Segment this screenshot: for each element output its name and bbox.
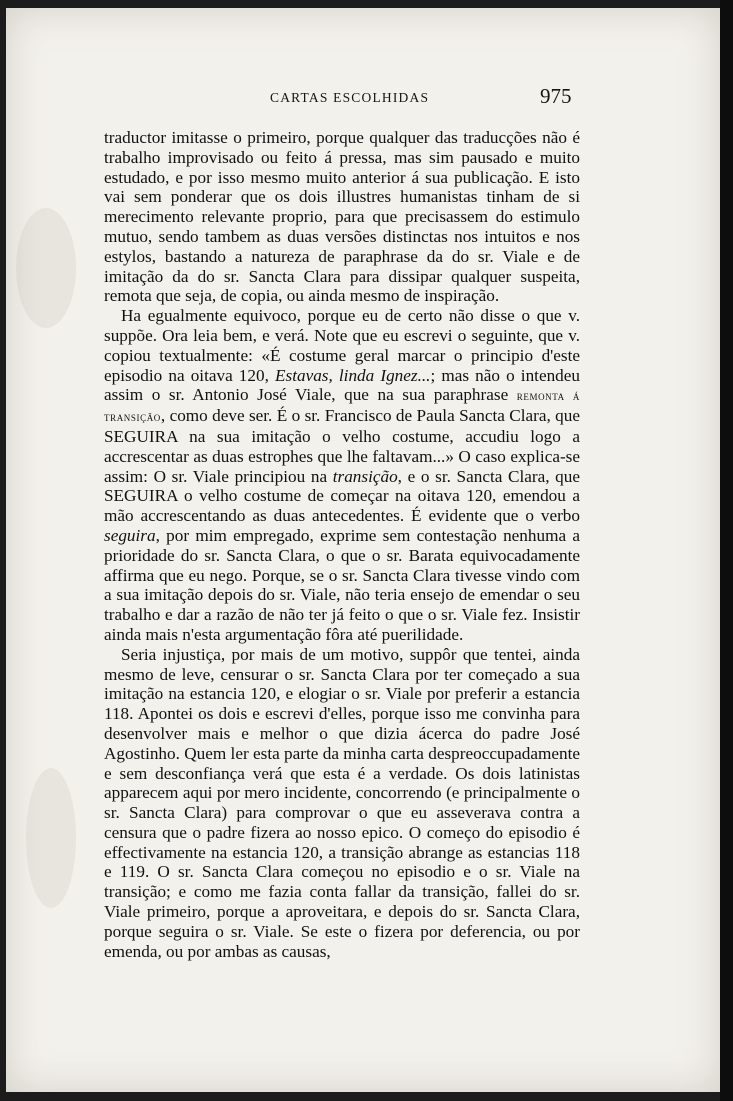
paper-stain (26, 768, 76, 908)
text-segment: Ha egualmente equivoco, porque eu de certo não disse o que v. suppõe. Ora leia bem, e verá. Note que eu escrevi o seguinte, que v. copiou textualmente: «É costume geral marcar o principio d'este episodio na oitava 120, (104, 306, 580, 385)
page-header (0, 84, 733, 112)
scan-border (720, 0, 733, 1101)
paper-stain (16, 208, 76, 328)
text-segment: , por mim empregado, exprime sem contestação nenhuma a prioridade do sr. Sancta Clara, o que o sr. Barata equivocadamente affirma que eu nego. Porque, se o sr. Sancta Clara tivesse vindo com a sua imitação depois do sr. Viale, não teria ensejo de emendar o seu trabalho e dar a razão de não ter já feito o que o sr. Viale fez. Insistir ainda mais n'esta argumentação fôra até puerilidade. (104, 525, 580, 644)
text-segment: traductor imitasse o primeiro, porque qualquer das traducções não é trabalho improvisado ou feito á pressa, mas sim pausado e muito estudado, e por isso mesmo muito anterior á sua publicação. E isto vai sem ponderar que os dois illustres humanistas tinham de si merecimento relevante proprio, para que precisassem do estimulo mutuo, sendo tambem as duas versões distinctas nos intuitos e nos estylos, bastando a natureza de paraphrase da do sr. Viale e de imitação da do sr. Sancta Clara para dissipar qualquer suspeita, remota que seja, de copia, ou ainda mesmo de inspiração. (104, 128, 580, 306)
body-text (104, 128, 580, 961)
page-number: 975 (540, 84, 572, 108)
italic-word: seguira (104, 525, 156, 545)
italic-quote: Estavas, linda Ignez... (275, 365, 431, 385)
text-segment: ; mas não o intendeu assim o sr. Antonio José Viale, que na sua paraphrase (104, 365, 580, 405)
smallcaps-phrase: remonta á transição (104, 388, 580, 425)
paragraph (104, 645, 580, 962)
text-segment: , e o sr. Sancta Clara, que SEGUIRA o velho costume de começar na oitava 120, emendou a mão accrescentando as duas antecedentes. É evidente que o verbo (104, 466, 580, 526)
running-title: CARTAS ESCOLHIDAS (270, 90, 430, 105)
paragraph (104, 128, 580, 306)
text-segment: , como deve ser. É o sr. Francisco de Paula Sancta Clara, que SEGUIRA na sua imitação o velho costume, accudiu logo a accrescentar as duas estrophes que lhe faltavam...» O caso explica-se assim: O sr. Viale principiou na (104, 406, 580, 486)
paragraph (104, 306, 580, 645)
italic-word: transição (332, 466, 398, 486)
text-segment: Seria injustiça, por mais de um motivo, suppôr que tentei, ainda mesmo de leve, censurar o sr. Sancta Clara por ter começado a sua imitação na estancia 120, e elogiar o sr. Viale por preferir a estancia 118. Apontei os dois e escrevi d'elles, porque isso me convinha para desenvolver mais e melhor o que dizia ácerca do padre José Agostinho. Quem ler esta parte da minha carta despreoccupadamente e sem desconfiança verá que esta é a verdade. Os dois latinistas apparecem aqui por mero incidente, concorrendo (e principalmente o sr. Sancta Clara) para comprovar o que eu asseverava contra a censura que o padre fizera ao nosso epico. O começo do episodio é effectivamente na estancia 120, a transição abrange as estancias 118 e 119. O sr. Sancta Clara começou no episodio e o sr. Viale na transição; e como me fazia conta fallar da transição, fallei do sr. Viale primeiro, porque a aproveitara, e depois do sr. Sancta Clara, porque seguira o sr. Viale. Se este o fizera por deferencia, ou por emenda, ou por ambas as causas, (104, 644, 580, 961)
